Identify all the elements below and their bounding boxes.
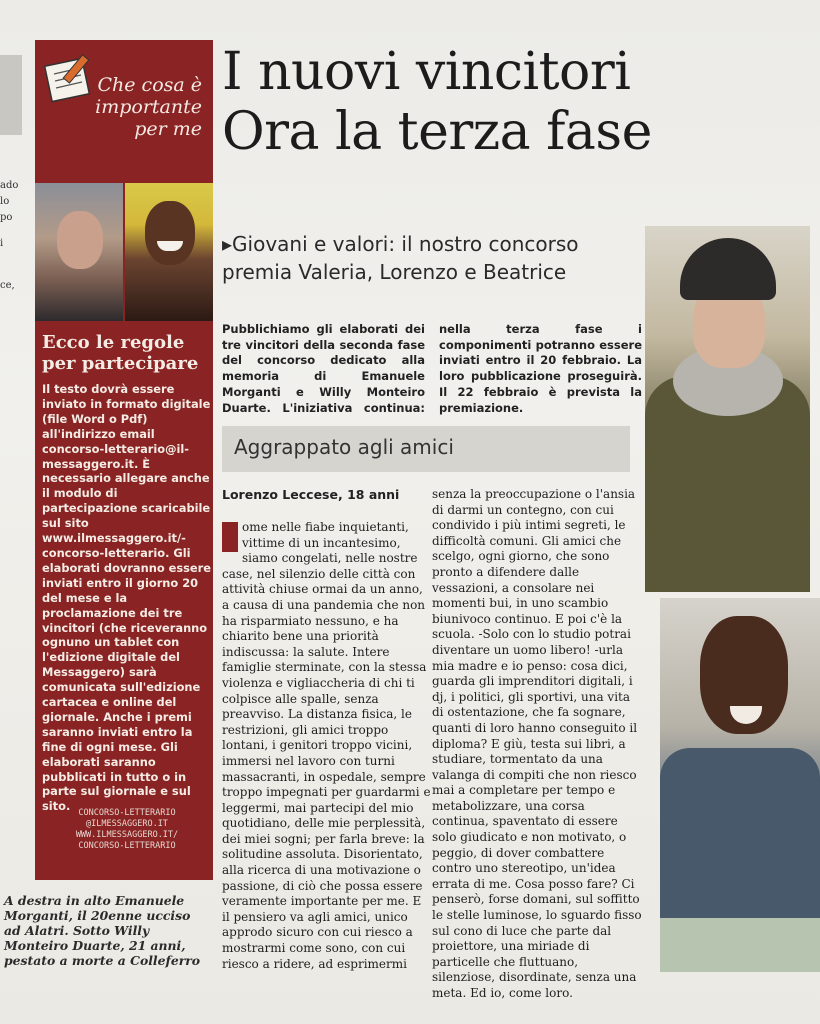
prev-text-line: ce, (0, 280, 15, 291)
article-title: Aggrappato agli amici (234, 435, 454, 459)
intro-paragraph: Pubblichiamo gli elaborati dei tre vincitori della seconda fase del concorso dedicato alla memoria di Emanuele Morganti e Willy Monteiro Duarte. L'iniziativa continua: nella terza fase i componimenti potranno essere inviati entro il 20 febbraio. La loro pubblicazione proseguirà. Il 22 febbraio è prevista la premiazione. (222, 322, 642, 415)
drop-cap (222, 522, 238, 552)
headline-line-2: Ora la terza fase (222, 102, 652, 162)
photo-caption: A destra in alto Emanuele Morganti, il 20enne ucciso ad Alatri. Sotto Willy Monteiro Duarte, 21 anni, pestato a morte a Colleferro (4, 893, 201, 968)
prev-text-line: i (0, 238, 4, 249)
photo-emanuele-small (35, 183, 123, 321)
shirt-shape (660, 748, 820, 918)
photo-willy-small (125, 183, 213, 321)
byline: Lorenzo Leccese, 18 anni (222, 487, 400, 502)
section-tag (42, 52, 210, 180)
article-column-1 (222, 520, 432, 972)
prev-text-line: ado (0, 180, 19, 191)
article-text-1: ome nelle fiabe inquietanti, vittime di un incantesimo, siamo congelati, nelle nostre case, nel silenzio delle città con attività chiuse ormai da un anno, a causa di una pandemia che non ha risparmiato nessuno, e ha chiarito bene una priorità indiscussa: la salute. Intere famiglie sterminate, con la stessa violenza e vigliaccheria di chi ti colpisce alle spalle, senza preavviso. La distanza fisica, le restrizioni, gli amici troppo lontani, i genitori troppo vicini, immersi nel lavoro con turni massacranti, in ospedale, sempre troppo impegnati per guardarmi e leggermi, mai partecipi del mio quotidiano, delle mie perplessità, dei miei sogni; per farla breve: la solitudine assoluta. Disorientato, alla ricerca di una motivazione o passione, di ciò che possa essere veramente importante per me. E il pensiero va agli amici, unico approdo sicuro con cui riesco a mostrarmi come sono, con cui riesco a ridere, ad esprimermi (222, 520, 431, 971)
face-shape (145, 201, 195, 265)
prev-text-line: lo (0, 196, 10, 207)
article-section-bar (222, 426, 630, 472)
headline-line-1: I nuovi vincitori (222, 42, 631, 102)
article-column-2: senza la preoccupazione o l'ansia di darmi un contegno, con cui condivido i più intimi segreti, le difficoltà comuni. Gli amici che scelgo, ogni giorno, che sono pronto a difendere dalle vessazioni, a consolare nei momenti bui, in uno scambio biunivoco continuo. E poi c'è la scuola. -Solo con lo studio potrai diventare un uomo libero! -urla mia madre e io penso: cosa dici, guarda gli imprenditori digitali, i dj, i politici, gli sportivi, una vita di ostentazione, che fa sognare, quanti di loro hanno conseguito il diploma? E giù, testa sui libri, a studiare, tormentato da una valanga di compiti che non riesco mai a completare per tempo e metabolizzare, una corsa continua, spaventato di essere solo giudicato e non motivato, o peggio, di dover combattere contro uno stereotipo, un'idea errata di me. Cosa posso fare? Ci penserò, forse domani, sul soffitto le stelle luminose, lo sguardo fisso sul cono di luce che parte dal proiettore, una miriade di particelle che fluttuano, silenziose, disordinate, senza una meta. Ed io, come loro. (432, 487, 642, 1000)
face-shape (57, 211, 103, 269)
next-page-bleed (660, 918, 820, 972)
photo-willy (660, 598, 820, 918)
tag-label: Che cosa è importante per me (95, 74, 202, 140)
headline (222, 42, 802, 162)
photo-emanuele (645, 226, 810, 592)
beanie-shape (680, 238, 776, 300)
subheadline: ▸Giovani e valori: il nostro concorso premia Valeria, Lorenzo e Beatrice (222, 232, 579, 284)
rules-body: Il testo dovrà essere inviato in formato digitale (file Word o Pdf) all'indirizzo email concorso-letterario@il-messaggero.it. È necessario allegare anche il modulo di partecipazione scaricabile sul sito www.ilmessaggero.it/-concorso-letterario. Gli elaborati dovranno essere inviati entro il giorno 20 del mese e la proclamazione dei tre vincitori (che riceveranno ognuno un tablet con l'edizione digitale del Messaggero) sarà comunicata sull'edizione cartacea e online del giornale. Anche i premi saranno inviati entro la fine di ogni mese. Gli elaborati saranno pubblicati in tutto o in parte sul giornale e sul sito. (42, 382, 211, 814)
prev-text-line: po (0, 212, 13, 223)
previous-column-text (0, 50, 22, 810)
rules-title: Ecco le regole per partecipare (42, 332, 199, 374)
social-handles: CONCORSO-LETTERARIO @ILMESSAGGERO.IT WWW.ILMESSAGGERO.IT/ CONCORSO-LETTERARIO (75, 808, 179, 851)
